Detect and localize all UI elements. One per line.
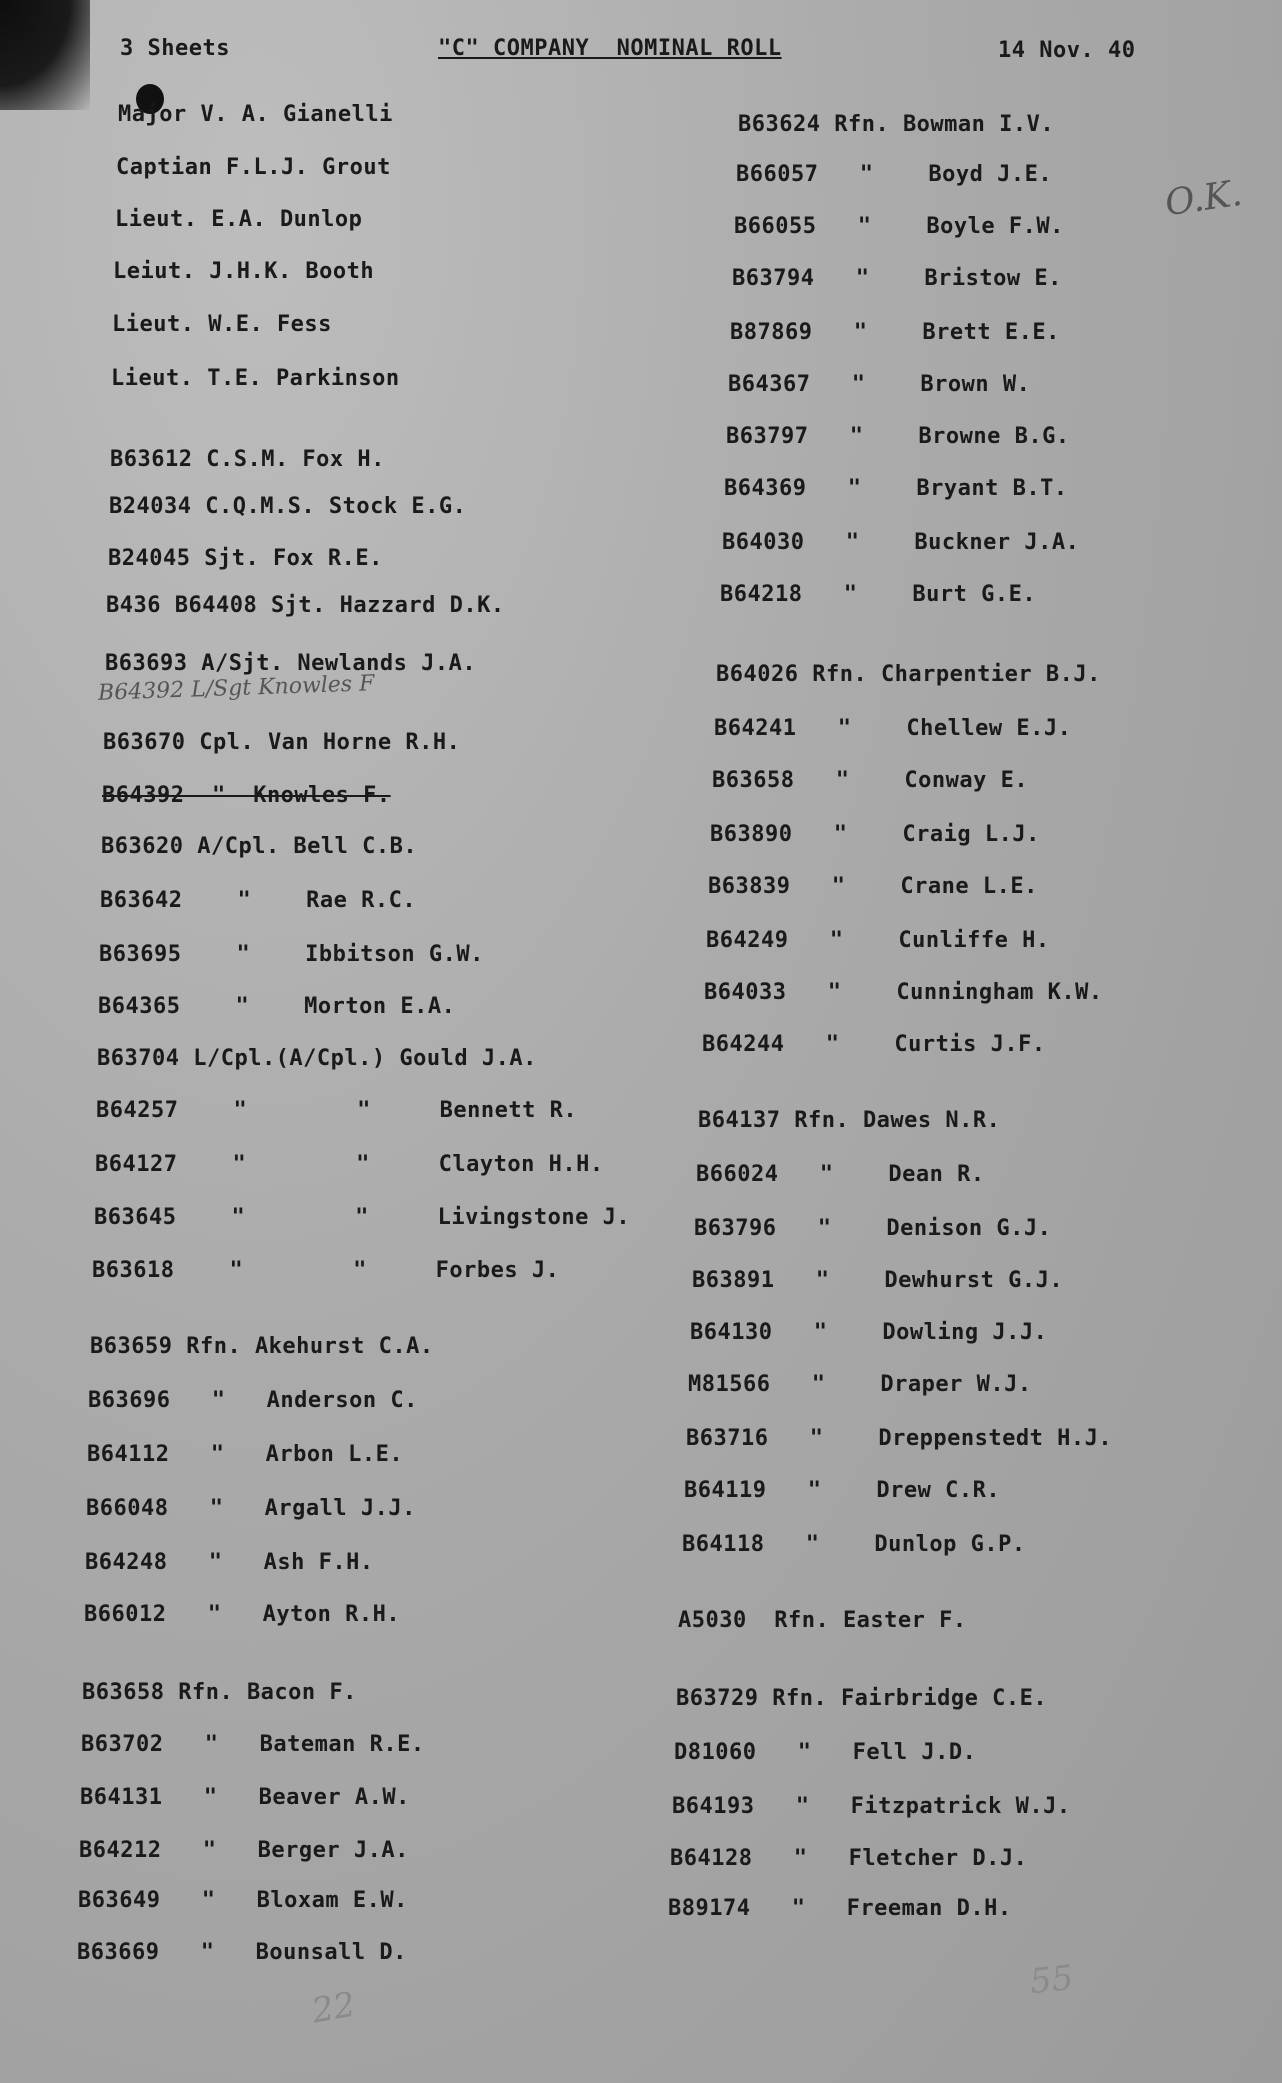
scan-shadow (0, 0, 90, 110)
right-entry-2: B66055 " Boyle F.W. (734, 214, 1064, 239)
left-entry-27: B66012 " Ayton R.H. (84, 1602, 401, 1627)
right-entry-23: M81566 " Draper W.J. (688, 1372, 1032, 1397)
pencil-mark-right: 55 (1028, 1957, 1076, 2003)
right-entry-31: B64128 " Fletcher D.J. (670, 1846, 1028, 1871)
pencil-mark-left: 22 (308, 1984, 359, 2032)
document-title: "C" COMPANY NOMINAL ROLL (438, 36, 782, 61)
sheet-count: 3 Sheets (120, 36, 230, 61)
right-entry-5: B64367 " Brown W. (728, 372, 1031, 397)
left-entry-12-struck: B64392 " Knowles F. (102, 783, 391, 808)
right-entry-4: B87869 " Brett E.E. (730, 320, 1060, 345)
left-entry-9: B436 B64408 Sjt. Hazzard D.K. (106, 593, 505, 618)
left-entry-3: Leiut. J.H.K. Booth (113, 259, 375, 284)
left-entry-14: B63642 " Rae R.C. (100, 888, 417, 913)
left-entry-23: B63696 " Anderson C. (88, 1388, 418, 1413)
right-entry-30: B64193 " Fitzpatrick W.J. (672, 1794, 1071, 1819)
left-entry-4: Lieut. W.E. Fess (112, 312, 332, 337)
right-entry-29: D81060 " Fell J.D. (674, 1740, 977, 1765)
right-entry-9: B64218 " Burt G.E. (720, 582, 1037, 607)
left-entry-1: Captian F.L.J. Grout (116, 155, 391, 180)
left-entry-29: B63702 " Bateman R.E. (81, 1732, 425, 1757)
right-entry-12: B63658 " Conway E. (712, 768, 1029, 793)
right-entry-21: B63891 " Dewhurst G.J. (692, 1268, 1064, 1293)
left-entry-17: B63704 L/Cpl.(A/Cpl.) Gould J.A. (97, 1046, 537, 1071)
right-entry-7: B64369 " Bryant B.T. (724, 476, 1068, 501)
left-entry-10: B63693 A/Sjt. Newlands J.A. (105, 651, 477, 676)
left-entry-31: B64212 " Berger J.A. (79, 1838, 409, 1863)
left-entry-15: B63695 " Ibbitson G.W. (99, 942, 484, 967)
right-entry-24: B63716 " Dreppenstedt H.J. (686, 1426, 1113, 1451)
ok-annotation: O.K. (1162, 172, 1245, 225)
left-entry-13: B63620 A/Cpl. Bell C.B. (101, 834, 418, 859)
left-entry-26: B64248 " Ash F.H. (85, 1550, 374, 1575)
right-entry-8: B64030 " Buckner J.A. (722, 530, 1080, 555)
left-entry-28: B63658 Rfn. Bacon F. (82, 1680, 357, 1705)
right-entry-11: B64241 " Chellew E.J. (714, 716, 1072, 741)
right-entry-1: B66057 " Boyd J.E. (736, 162, 1053, 187)
left-entry-20: B63645 " " Livingstone J. (94, 1205, 631, 1230)
right-entry-18: B64137 Rfn. Dawes N.R. (698, 1108, 1001, 1133)
left-entry-24: B64112 " Arbon L.E. (87, 1442, 404, 1467)
right-entry-14: B63839 " Crane L.E. (708, 874, 1038, 899)
left-entry-22: B63659 Rfn. Akehurst C.A. (90, 1334, 434, 1359)
left-entry-6: B63612 C.S.M. Fox H. (110, 447, 385, 472)
right-entry-28: B63729 Rfn. Fairbridge C.E. (676, 1686, 1048, 1711)
right-entry-6: B63797 " Browne B.G. (726, 424, 1070, 449)
right-entry-19: B66024 " Dean R. (696, 1162, 985, 1187)
left-entry-5: Lieut. T.E. Parkinson (111, 366, 400, 391)
handwritten-knowles-note: B64392 L/Sgt Knowles F (97, 671, 375, 706)
right-entry-3: B63794 " Bristow E. (732, 266, 1062, 291)
right-entry-27: A5030 Rfn. Easter F. (678, 1608, 967, 1633)
left-entry-11: B63670 Cpl. Van Horne R.H. (103, 730, 461, 755)
left-entry-8: B24045 Sjt. Fox R.E. (108, 546, 383, 571)
left-entry-16: B64365 " Morton E.A. (98, 994, 456, 1019)
left-entry-0: Major V. A. Gianelli (118, 102, 393, 127)
left-entry-30: B64131 " Beaver A.W. (80, 1785, 410, 1810)
right-entry-25: B64119 " Drew C.R. (684, 1478, 1001, 1503)
left-entry-19: B64127 " " Clayton H.H. (95, 1152, 604, 1177)
right-entry-17: B64244 " Curtis J.F. (702, 1032, 1046, 1057)
left-entry-2: Lieut. E.A. Dunlop (115, 207, 363, 232)
document-date: 14 Nov. 40 (998, 38, 1136, 63)
right-entry-16: B64033 " Cunningham K.W. (704, 980, 1103, 1005)
right-entry-26: B64118 " Dunlop G.P. (682, 1532, 1026, 1557)
left-entry-32: B63649 " Bloxam E.W. (78, 1888, 408, 1913)
left-entry-25: B66048 " Argall J.J. (86, 1496, 416, 1521)
left-entry-33: B63669 " Bounsall D. (77, 1940, 407, 1965)
right-entry-22: B64130 " Dowling J.J. (690, 1320, 1048, 1345)
right-entry-0: B63624 Rfn. Bowman I.V. (738, 112, 1055, 137)
right-entry-20: B63796 " Denison G.J. (694, 1216, 1052, 1241)
left-entry-21: B63618 " " Forbes J. (92, 1258, 560, 1283)
left-entry-18: B64257 " " Bennett R. (96, 1098, 578, 1123)
right-entry-15: B64249 " Cunliffe H. (706, 928, 1050, 953)
right-entry-13: B63890 " Craig L.J. (710, 822, 1040, 847)
left-entry-7: B24034 C.Q.M.S. Stock E.G. (109, 494, 467, 519)
right-entry-32: B89174 " Freeman D.H. (668, 1896, 1012, 1921)
right-entry-10: B64026 Rfn. Charpentier B.J. (716, 662, 1101, 687)
